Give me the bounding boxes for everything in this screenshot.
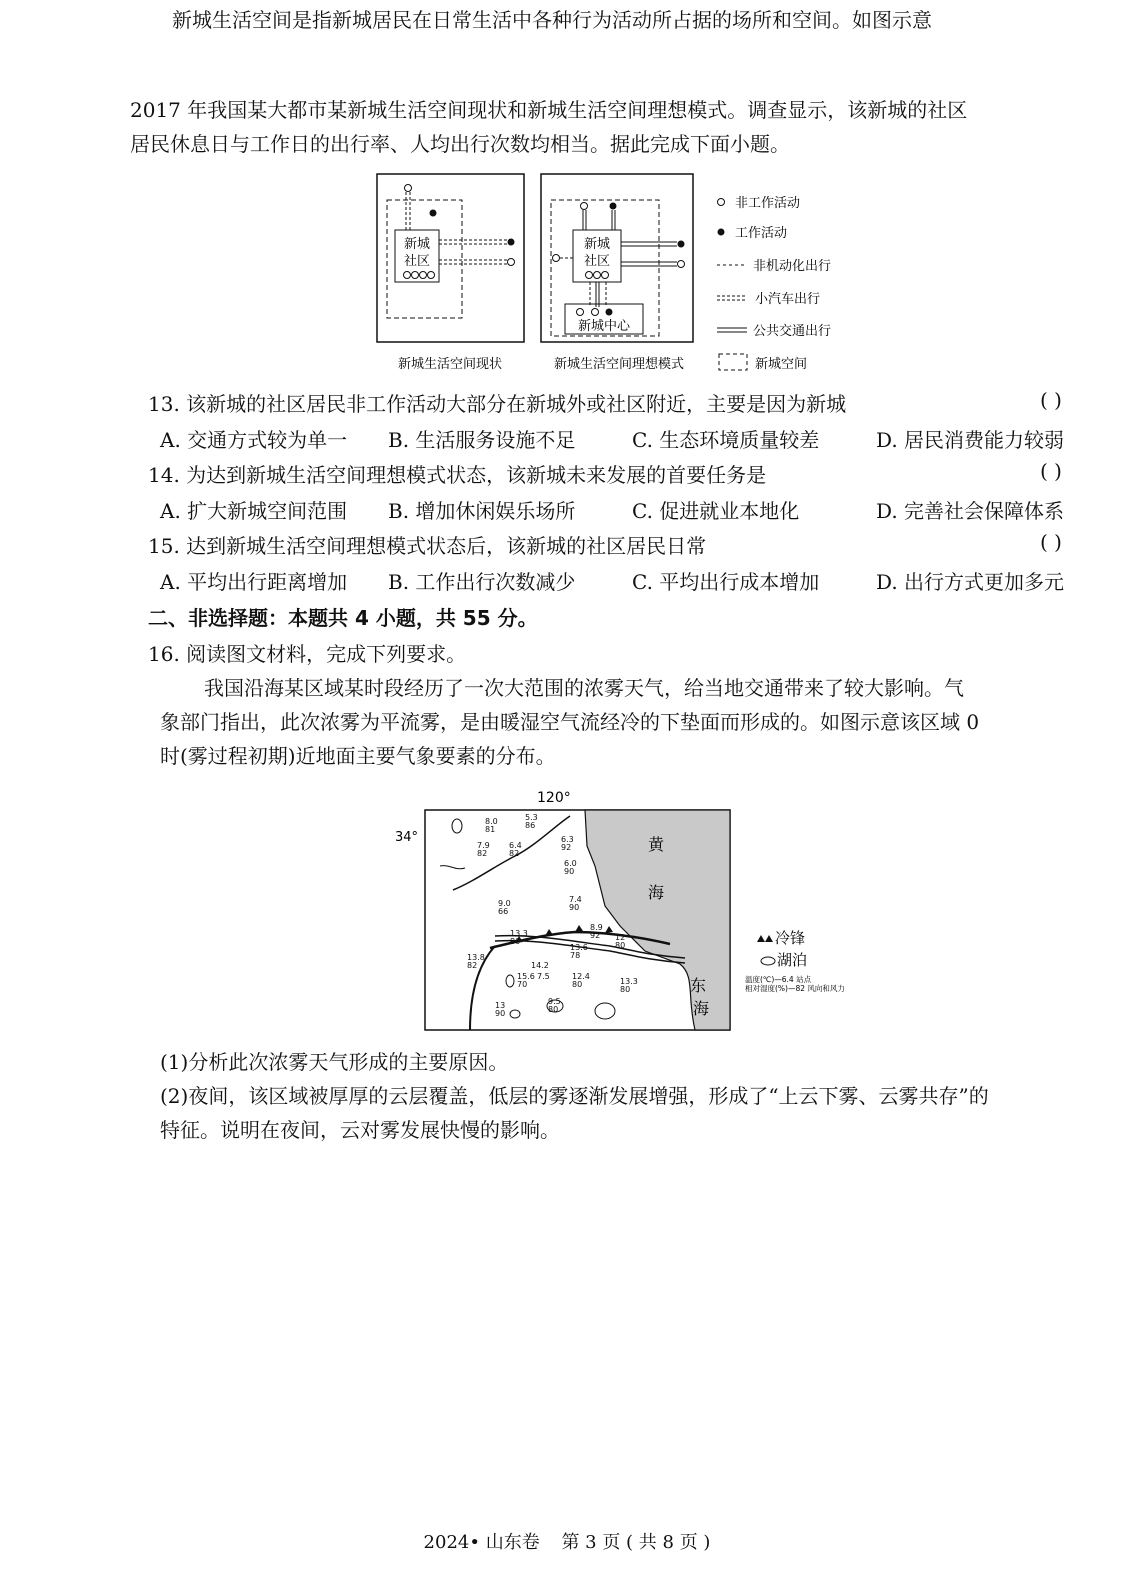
legend-cold-front: 冷锋 [775, 929, 806, 947]
station-1-temp: 8.0 [485, 817, 498, 826]
legend-lake: 湖泊 [777, 951, 808, 969]
page-footer [0, 1528, 1134, 1554]
intro-line-2: 2017 年我国某大都市某新城生活空间现状和新城生活空间理想模式。调查显示，该新城的社区 [130, 98, 968, 122]
station-13-hum: 82 [467, 961, 478, 970]
option-c[interactable]: C. 生态环境质量较差 [632, 428, 820, 452]
question-15-stem: 15. 达到新城生活空间理想模式状态后，该新城的社区居民日常 [148, 534, 707, 558]
section-2-header: 二、非选择题：本题共 4 小题，共 55 分。 [148, 606, 538, 630]
option-b[interactable]: B. 增加休闲娱乐场所 [388, 499, 576, 523]
community-label-ideal-1: 新城 [583, 237, 611, 252]
station-1-hum: 81 [485, 825, 496, 834]
legend-non-work: 非工作活动 [735, 196, 801, 211]
option-b[interactable]: B. 生活服务设施不足 [388, 428, 576, 452]
station-8-hum: 66 [498, 907, 509, 916]
legend-note-temp: 温度(℃)—6.4 站点 [745, 975, 812, 984]
center-label: 新城中心 [577, 319, 631, 334]
intro-line-3: 居民休息日与工作日的出行率、人均出行次数均相当。据此完成下面小题。 [130, 132, 790, 156]
station-7-hum: 90 [569, 903, 580, 912]
station-9-temp: 13.3 [510, 929, 528, 938]
option-a[interactable]: A. 平均出行距离增加 [160, 570, 348, 594]
station-19-temp: 9.5 [548, 997, 561, 1006]
station-18-hum: 80 [620, 985, 631, 994]
q16-para-line-2: 象部门指出，此次浓雾为平流雾，是由暖湿空气流经冷的下垫面而形成的。如图示意该区域 0 [160, 710, 980, 734]
legend-note-humidity: 相对湿度(%)—82 风向和风力 [745, 984, 845, 993]
station-20-hum: 90 [495, 1009, 506, 1018]
station-12-temp: 13.6 [570, 943, 588, 952]
station-12-hum: 78 [570, 951, 581, 960]
station-6-temp: 6.0 [564, 859, 577, 868]
station-10-temp: 8.9 [590, 923, 603, 932]
weather-map [395, 786, 885, 1036]
station-8-temp: 9.0 [498, 899, 511, 908]
station-5-temp: 6.3 [561, 835, 574, 844]
caption-current: 新城生活空间现状 [397, 357, 503, 372]
intro-line-1: 新城生活空间是指新城居民在日常生活中各种行为活动所占据的场所和空间。如图示意 [172, 8, 932, 32]
question-14-stem: 14. 为达到新城生活空间理想模式状态，该新城未来发展的首要任务是 [148, 463, 767, 487]
legend-work: 工作活动 [735, 226, 788, 241]
station-10-hum: 92 [590, 931, 601, 940]
option-b[interactable]: B. 工作出行次数减少 [388, 570, 576, 594]
station-14-temp: 14.2 [531, 961, 549, 970]
q16-sub-1: (1)分析此次浓雾天气形成的主要原因。 [160, 1050, 509, 1074]
east-sea-label-1: 东 [690, 976, 707, 995]
work-marker [718, 229, 725, 236]
community-label-ideal-2: 社区 [583, 254, 611, 269]
longitude-label: 120° [537, 790, 571, 806]
station-13-temp: 13.8 [467, 953, 485, 962]
station-3-hum: 82 [477, 849, 488, 858]
question-15-answer-blank[interactable]: ( ) [1040, 530, 1062, 554]
station-7-temp: 7.4 [569, 895, 582, 904]
legend-car: 小汽车出行 [755, 292, 821, 307]
station-11-temp: 12 [615, 933, 626, 942]
non-work-marker [718, 199, 725, 206]
legend-public: 公共交通出行 [753, 324, 832, 339]
station-4-hum: 82 [509, 849, 520, 858]
station-19-hum: 80 [548, 1005, 559, 1014]
intro-paragraph [130, 4, 1110, 36]
footer-page-number: 第 3 页 ( 共 8 页 ) [561, 1532, 711, 1553]
q16-para-line-3: 时(雾过程初期)近地面主要气象要素的分布。 [160, 744, 556, 768]
new-city-space-diagram [375, 172, 885, 378]
option-c[interactable]: C. 平均出行成本增加 [632, 570, 820, 594]
question-16-stem: 16. 阅读图文材料，完成下列要求。 [148, 642, 467, 666]
station-3-temp: 7.9 [477, 841, 490, 850]
q16-para-line-1: 我国沿海某区域某时段经历了一次大范围的浓雾天气，给当地交通带来了较大影响。气 [204, 676, 964, 700]
caption-ideal: 新城生活空间理想模式 [553, 357, 685, 372]
option-a[interactable]: A. 交通方式较为单一 [160, 428, 348, 452]
q16-sub-2-line-2: 特征。说明在夜间，云对雾发展快慢的影响。 [160, 1118, 560, 1142]
latitude-label: 34° [395, 830, 419, 845]
option-d[interactable]: D. 完善社会保障体系 [876, 499, 1065, 523]
station-9-hum: 80 [510, 937, 521, 946]
station-15-hum: 70 [517, 980, 528, 989]
station-17-temp: 12.4 [572, 972, 590, 981]
community-label-1: 新城 [403, 237, 431, 252]
station-2-hum: 86 [525, 821, 536, 830]
station-20-temp: 13 [495, 1001, 506, 1010]
question-14-answer-blank[interactable]: ( ) [1040, 459, 1062, 483]
legend-space: 新城空间 [755, 357, 808, 372]
station-2-temp: 5.3 [525, 813, 538, 822]
station-4-temp: 6.4 [509, 841, 522, 850]
option-a[interactable]: A. 扩大新城空间范围 [160, 499, 348, 523]
panel-current [377, 174, 524, 342]
station-5-hum: 92 [561, 843, 572, 852]
footer-exam-label: 2024• 山东卷 [423, 1532, 540, 1553]
option-d[interactable]: D. 出行方式更加多元 [876, 570, 1065, 594]
station-18-temp: 13.3 [620, 977, 638, 986]
question-13-stem: 13. 该新城的社区居民非工作活动大部分在新城外或社区附近，主要是因为新城 [148, 392, 847, 416]
panel-ideal [541, 174, 693, 342]
station-16-temp: 7.5 [537, 972, 550, 981]
option-d[interactable]: D. 居民消费能力较弱 [876, 428, 1065, 452]
station-15-temp: 15.6 [517, 972, 535, 981]
east-sea-label-2: 海 [693, 999, 710, 1018]
legend-non-motor: 非机动化出行 [753, 259, 832, 274]
yellow-sea-label-2: 海 [648, 883, 665, 902]
station-6-hum: 90 [564, 867, 575, 876]
yellow-sea-label-1: 黄 [648, 835, 665, 854]
station-11-hum: 80 [615, 941, 626, 950]
option-c[interactable]: C. 促进就业本地化 [632, 499, 800, 523]
community-label-2: 社区 [403, 254, 431, 269]
question-13-answer-blank[interactable]: ( ) [1040, 388, 1062, 412]
q16-sub-2-line-1: (2)夜间，该区域被厚厚的云层覆盖，低层的雾逐渐发展增强，形成了“上云下雾、云雾共存”的 [160, 1084, 989, 1108]
station-17-hum: 80 [572, 980, 583, 989]
